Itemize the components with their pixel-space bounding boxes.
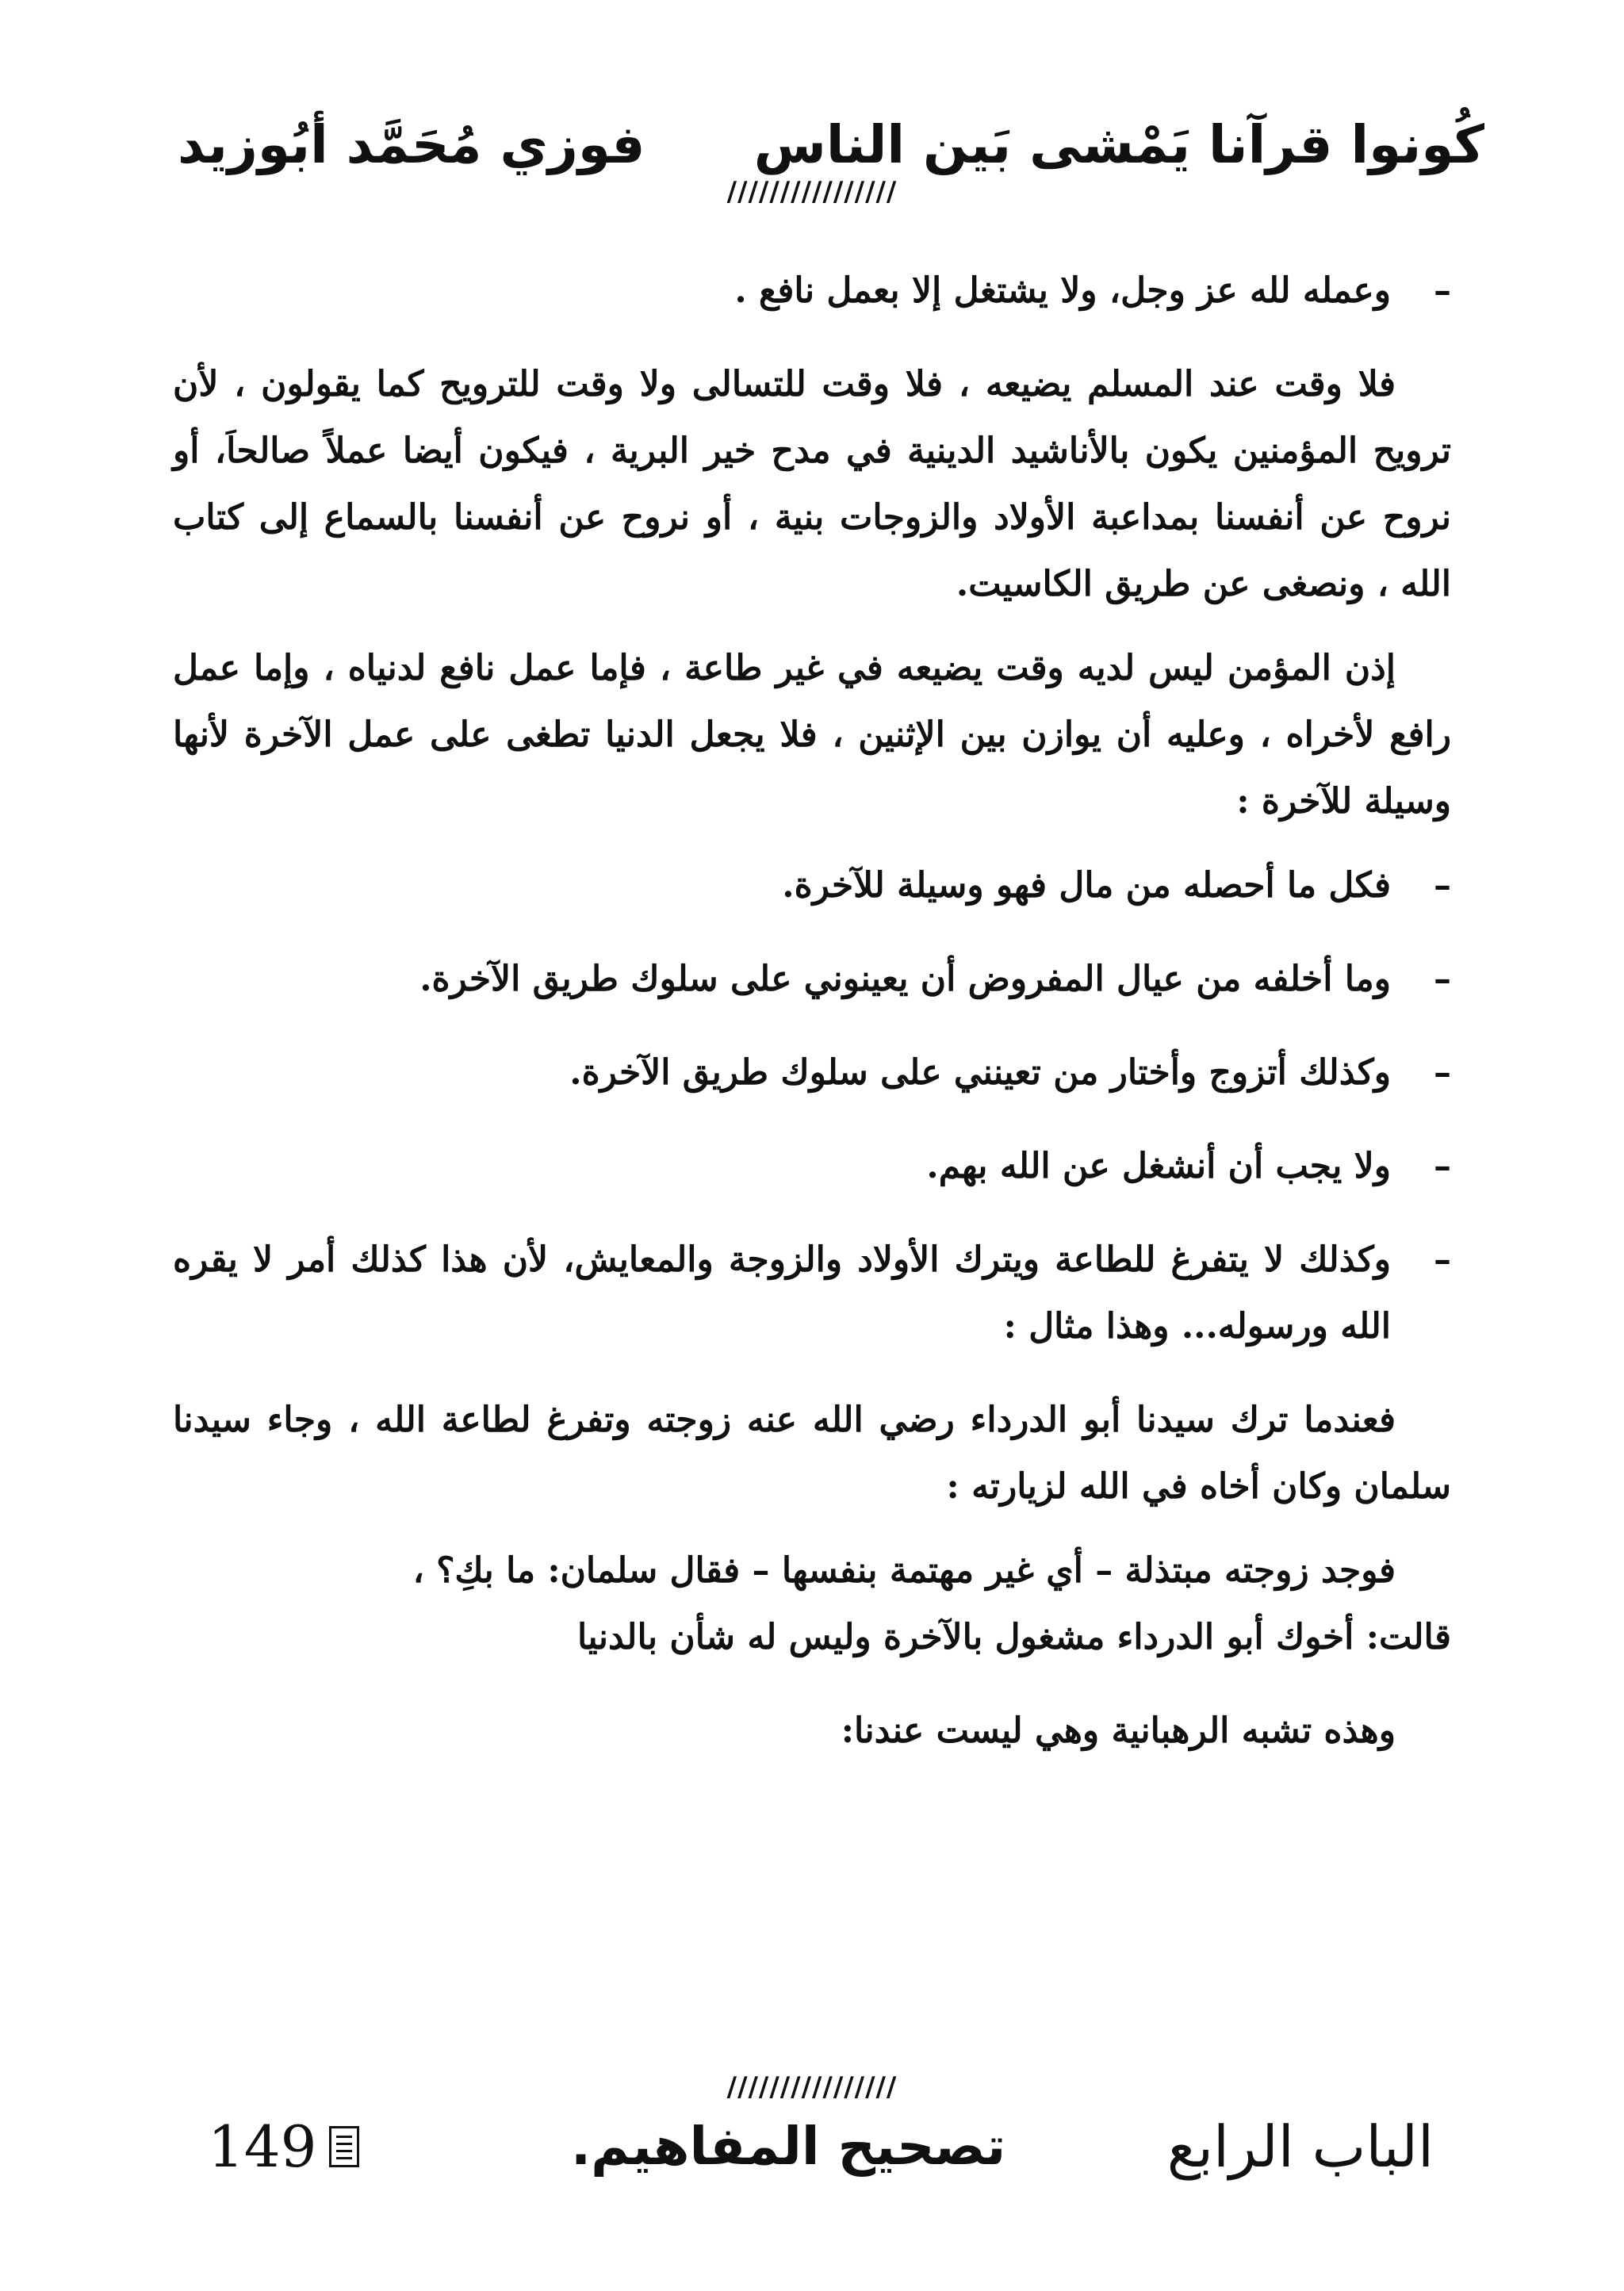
header-separator: ////////////////: [726, 176, 898, 208]
list-item-text: وما أخلفه من عيال المفروض أن يعينوني على سلوك طريق الآخرة.: [419, 959, 1391, 999]
author-name: فوزي مُحَمَّد أبُوزيد: [178, 114, 645, 175]
bullet-dash: –: [1434, 1052, 1451, 1093]
list-item-text: ولا يجب أن أنشغل عن الله بهم.: [926, 1146, 1391, 1186]
list-item-text: فكل ما أحصله من مال فهو وسيلة للآخرة.: [782, 865, 1391, 906]
list-item-text: وعمله لله عز وجل، ولا يشتغل إلا بعمل نافع .: [734, 270, 1391, 311]
list-item: [173, 946, 1451, 1013]
paragraph: وهذه تشبه الرهبانية وهي ليست عندنا:: [841, 1711, 1396, 1751]
chapter-title: الباب الرابع: [1166, 2113, 1434, 2180]
paragraph: [173, 1538, 1451, 1604]
bullet-dash: –: [1434, 959, 1451, 999]
bullet-dash: –: [1434, 1146, 1451, 1186]
book-title: كُونوا قرآنا يَمْشى بَين الناس: [753, 114, 1484, 175]
section-title: تصحيح المفاهيم.: [571, 2116, 1006, 2177]
list-item: [173, 258, 1451, 324]
list-item-text: وكذلك أتزوج وأختار من تعينني على سلوك طريق الآخرة.: [569, 1052, 1391, 1093]
paragraph: إذن المؤمن ليس لديه وقت يضيعه في غير طاعة ، فإما عمل نافع لدنياه ، وإما عمل رافع لأخراه ، وعليه أن يوازن بين الإثنين ، فلا يجعل الدنيا تطغى على عمل الآخرة لأنها وسيلة للآخرة :: [173, 648, 1451, 822]
page-footer: [0, 2103, 1624, 2190]
paragraph-line: فوجد زوجته مبتذلة – أي غير مهتمة بنفسها – فقال سلمان: ما بكِ؟ ،: [412, 1550, 1396, 1591]
bullet-dash: –: [1434, 865, 1451, 906]
bullet-dash: –: [1434, 270, 1451, 311]
bullet-dash: –: [1434, 1239, 1451, 1280]
paragraph-line: قالت: أخوك أبو الدرداء مشغول بالآخرة وليس له شأن بالدنيا: [577, 1617, 1451, 1657]
list-item: [173, 1227, 1451, 1360]
list-item-text: وكذلك لا يتفرغ للطاعة ويترك الأولاد والزوجة والمعايش، لأن هذا كذلك أمر لا يقره الله ورسوله... وهذا مثال :: [173, 1239, 1391, 1347]
page-body: [173, 258, 1451, 1782]
paragraph: فعندما ترك سيدنا أبو الدرداء رضي الله عنه زوجته وتفرغ لطاعة الله ، وجاء سيدنا سلمان وكان أخاه في الله لزيارته :: [173, 1400, 1451, 1507]
list-item: [173, 852, 1451, 919]
paragraph: فلا وقت عند المسلم يضيعه ، فلا وقت للتسالى ولا وقت للترويح كما يقولون ، لأن ترويح المؤمنين يكون بالأناشيد الدينية في مدح خير البرية ، فيكون أيضا عملاً صالحاَ، أو نروح عن أنفسنا بمداعبة الأولاد والزوجات بنية ، أو نروح عن أنفسنا بالسماع إلى كتاب الله ، ونصغى عن طريق الكاسيت.: [173, 364, 1451, 604]
document-icon: [329, 2126, 359, 2167]
list-item: [173, 1133, 1451, 1200]
footer-separator: ////////////////: [726, 2071, 898, 2103]
list-item: [173, 1040, 1451, 1106]
page-number: 149: [208, 2113, 317, 2180]
page-number-box: [208, 2103, 359, 2190]
